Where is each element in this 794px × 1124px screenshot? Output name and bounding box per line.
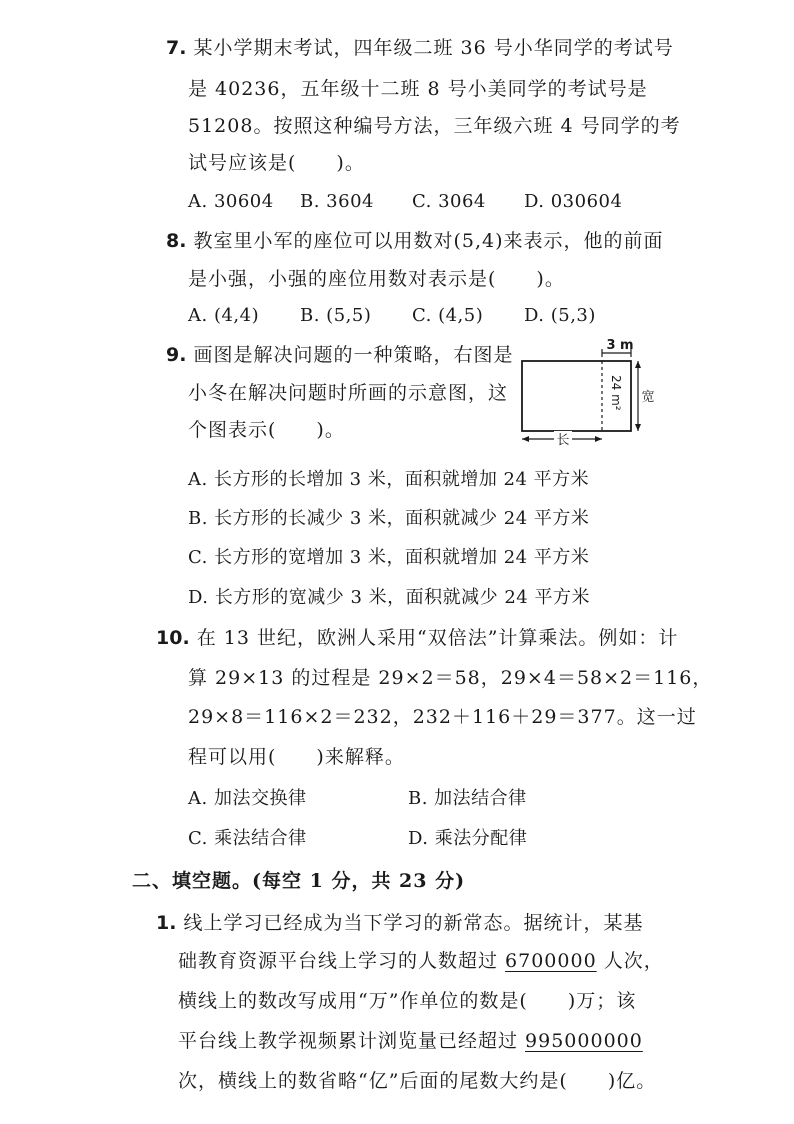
fill1-line-4: 平台线上教学视频累计浏览量已经超过 995000000 (178, 1030, 643, 1052)
q8-line-1: 8. 教室里小军的座位可以用数对(5,4)来表示，他的前面 (166, 230, 664, 252)
q10-line-4: 程可以用( )来解释。 (188, 746, 405, 768)
q10-option-b: B. 加法结合律 (408, 788, 527, 809)
fill1-underlined-number-1: 6700000 (505, 950, 597, 972)
q7-option-b: B. 3604 (300, 191, 374, 212)
fill1-underlined-number-2: 995000000 (525, 1030, 643, 1052)
q10-option-c: C. 乘法结合律 (188, 828, 307, 849)
q9-figure (510, 335, 660, 450)
q9-line-2: 小冬在解决问题时所画的示意图，这 (188, 382, 509, 404)
q9-figure-area-label: 24 m² (609, 375, 623, 411)
q7-option-d: D. 030604 (524, 191, 623, 212)
q9-option-d: D. 长方形的宽减少 3 米，面积就减少 24 平方米 (188, 587, 590, 608)
q10-line-3: 29×8＝116×2＝232，232＋116＋29＝377。这一过 (188, 706, 697, 728)
q8-line-2: 是小强，小强的座位用数对表示是( )。 (188, 268, 565, 290)
q9-figure-width-label: 宽 (641, 390, 655, 405)
q7-line-4: 试号应该是( )。 (188, 152, 365, 174)
q10-option-a: A. 加法交换律 (188, 788, 307, 809)
q7-line-3: 51208。按照这种编号方法，三年级六班 4 号同学的考 (188, 115, 681, 137)
fill1-line-5: 次，横线上的数省略“亿”后面的尾数大约是( )亿。 (178, 1070, 657, 1092)
q7-option-a: A. 30604 (188, 191, 274, 212)
q10-line-2: 算 29×13 的过程是 29×2＝58，29×4＝58×2＝116， (188, 667, 713, 689)
q8-option-d: D. (5,3) (524, 305, 596, 326)
q9-figure-width-arrow-up (635, 361, 641, 368)
q10-line-1: 10. 在 13 世纪，欧洲人采用“双倍法”计算乘法。例如：计 (156, 627, 679, 649)
q8-number: 8. (166, 230, 187, 252)
q9-option-a: A. 长方形的长增加 3 米，面积就增加 24 平方米 (188, 469, 590, 490)
fill1-line-2: 础教育资源平台线上学习的人数超过 6700000 人次， (178, 950, 664, 972)
q7-line-2: 是 40236，五年级十二班 8 号小美同学的考试号是 (188, 78, 648, 100)
fill1-number: 1. (156, 912, 177, 934)
q9-figure-top-label: 3 m (606, 338, 634, 353)
fill1-line-1: 1. 线上学习已经成为当下学习的新常态。据统计，某基 (156, 912, 644, 934)
q10-number: 10. (156, 627, 190, 649)
q9-line-3: 个图表示( )。 (188, 419, 345, 441)
q9-figure-length-arrow-left (522, 436, 529, 442)
section-2-heading: 二、填空题。(每空 1 分，共 23 分) (132, 870, 466, 892)
q10-option-d: D. 乘法分配律 (408, 828, 528, 849)
q9-figure-width-arrow-down (635, 424, 641, 431)
q9-option-b: B. 长方形的长减少 3 米，面积就减少 24 平方米 (188, 508, 590, 529)
q9-number: 9. (166, 344, 187, 366)
q8-option-b: B. (5,5) (300, 305, 372, 326)
q9-line-1: 9. 画图是解决问题的一种策略，右图是 (166, 344, 514, 366)
q7-line-1: 7. 某小学期末考试，四年级二班 36 号小华同学的考试号 (166, 37, 674, 59)
q7-option-c: C. 3064 (412, 191, 486, 212)
q8-option-a: A. (4,4) (188, 305, 260, 326)
q7-number: 7. (166, 37, 187, 59)
q9-option-c: C. 长方形的宽增加 3 米，面积就增加 24 平方米 (188, 547, 590, 568)
fill1-line-3: 横线上的数改写成用“万”作单位的数是( )万；该 (178, 990, 637, 1012)
q8-option-c: C. (4,5) (412, 305, 484, 326)
q9-figure-length-label: 长 (556, 433, 570, 448)
q9-figure-length-arrow-right (595, 436, 602, 442)
